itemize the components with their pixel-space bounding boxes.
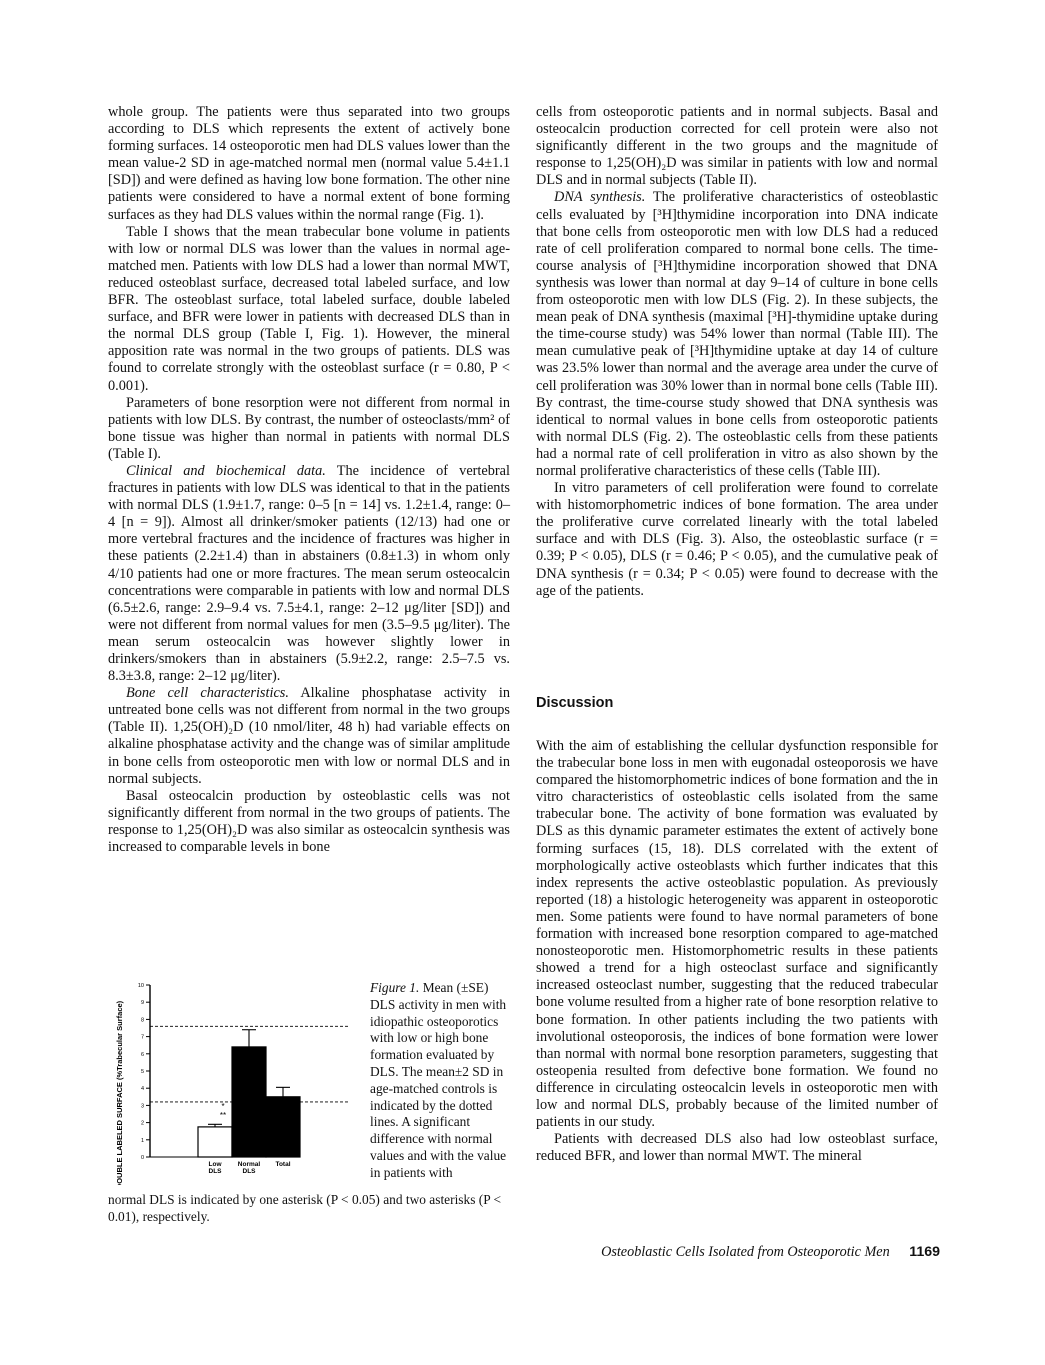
figure-caption-tail: normal DLS is indicated by one asterisk (P < 0.05) and two asterisks (P < 0.01), respectively.	[108, 1192, 502, 1224]
clinical-text: The incidence of vertebral fractures in patients with low DLS was identical to that in the patients with normal DLS (1.9±1.7, range: 0–5 [n = 14] vs. 1.2±1.4, range: 0–4 [n = 9]). Almost all drinker/smoker patients (12/13) had one or more vertebral fractures and the incidence of fractures was higher in these patients (2.2±1.4) than in abstainers (0.8±1.3) in whom only 4/10 patients had one or more fractures. The mean serum osteocalcin concentrations were comparable in patients with low and normal DLS (6.5±2.6, range: 2.9–9.4 vs. 7.5±4.1, range: 2–12 μg/liter [SD]) and were not different from normal values for men (3.5–9.5 μg/liter). The mean serum osteocalcin was however slightly lower in drinkers/smokers than in abstainers (5.9±2.2, range: 2.5–7.5 vs. 8.3±3.8, range: 2–12 μg/liter).	[108, 462, 510, 685]
x-tick-label: DLS	[242, 1168, 256, 1175]
bar	[266, 1097, 300, 1157]
x-tick-label: Low	[208, 1161, 222, 1168]
paragraph: Table I shows that the mean trabecular bone volume in patients with low or normal DLS was lower than the values in normal age-matched men. Patients with low DLS had a lower than normal MWT, reduced osteoblast surface, decreased total labeled surface, and low BFR. The osteoblast surface, total labeled surface, double labeled surface, and BFR were lower in patients with decreased DLS than in the normal DLS group (Table I, Fig. 1). However, the mineral apposition rate was normal in the two groups of patients. DLS was found to correlate strongly with the osteoblast surface (r = 0.80, P < 0.001).	[108, 223, 510, 394]
paragraph-bone-cell	[108, 685, 510, 788]
paragraph-clinical	[108, 463, 510, 685]
right-column	[536, 104, 938, 600]
subheading-dna: DNA synthesis.	[554, 189, 646, 206]
y-tick-label: 0	[140, 1155, 144, 1161]
x-tick-label: DLS	[208, 1168, 222, 1175]
y-tick-label: 7	[140, 1034, 144, 1041]
page-number: 1169	[909, 1244, 940, 1260]
y-tick-label: 6	[140, 1051, 144, 1058]
x-tick-label: Normal	[237, 1161, 261, 1168]
y-tick-label: 3	[140, 1103, 144, 1110]
y-tick-label: 4	[140, 1086, 144, 1093]
left-column	[108, 104, 510, 856]
figure-caption-label: Figure 1.	[370, 980, 420, 995]
y-tick-label: 2	[140, 1120, 144, 1127]
paragraph: whole group. The patients were thus separated into two groups according to DLS which represents the extent of actively bone forming surfaces. 14 osteoporotic men had DLS values lower than the mean value-2 SD in age-matched normal men (normal value 5.4±1.1 [SD]) and were defined as having low bone formation. The other nine patients were considered to have a normal extent of bone forming surfaces as they had DLS values within the normal range (Fig. 1).	[108, 104, 510, 223]
paragraph: Basal osteocalcin production by osteoblastic cells was not significantly different from normal in the two groups of patients. The response to 1,25(OH)₂D was also similar as osteocalcin synthesis was increased to comparable levels in bone	[108, 787, 510, 856]
figure-1	[108, 975, 358, 1185]
y-tick-label: 8	[140, 1017, 144, 1024]
bar	[198, 1127, 232, 1157]
bar	[232, 1047, 266, 1157]
dna-text: The proliferative characteristics of osteoblastic cells evaluated by [³H]thymidine incorporation into DNA indicate that bone cells from osteoporotic men with low DLS had a reduced rate of cell proliferation compared to normal bone cells. The time-course analysis of [³H]thymidine incorporation showed that DNA synthesis was lower than normal at day 9–14 of culture in bone cells from osteoporotic men with low DLS (Fig. 2). In these subjects, the mean peak of DNA synthesis (maximal [³H]-thymidine uptake during the time-course study) was 54% lower than normal (Table III). The mean cumulative peak of [³H]thymidine uptake at day 14 of culture was 23.5% lower than normal and the average area under the curve of cell proliferation was 30% lower than in normal bone cells (Table III). By contrast, the time-course study showed that DNA synthesis was identical to normal values in bone cells from osteoporotic patients with normal DLS (Fig. 2). The osteoblastic cells from these patients had a normal rate of cell proliferation in vitro as also shown by the normal proliferative characteristics of these cells (Table III).	[536, 189, 938, 479]
y-tick-label: 1	[140, 1137, 144, 1144]
paragraph-dna	[536, 189, 938, 480]
paragraph: cells from osteoporotic patients and in normal subjects. Basal and osteocalcin production corrected for cell protein were also not significantly different in the two groups and the magnitude of response to 1,25(OH)₂D was similar in patients with low and normal DLS and in normal subjects (Table II).	[536, 104, 938, 189]
significance-asterisk: **	[219, 1110, 227, 1120]
subheading-clinical: Clinical and biochemical data.	[126, 462, 326, 479]
paragraph: Patients with decreased DLS also had low osteoblast surface, reduced BFR, and lower than normal MWT. The mineral	[536, 1131, 938, 1165]
figure-caption	[370, 980, 508, 1182]
bar-chart	[108, 975, 358, 1185]
x-tick-label: Total	[275, 1161, 291, 1168]
y-tick-label: 5	[140, 1069, 144, 1075]
subheading-bone-cell: Bone cell characteristics.	[126, 685, 289, 702]
bone-cell-text: Alkaline phosphatase activity in untreated bone cells was not different from normal in the two groups (Table II). 1,25(OH)₂D (10 nmol/liter, 48 h) had variable effects on alkaline phosphatase activity and the change was of similar amplitude in bone cells from osteoporotic men with low or normal DLS and in normal subjects.	[108, 685, 510, 787]
y-axis-label: DOUBLE LABELED SURFACE (%Trabecular Surface)	[115, 1000, 124, 1185]
significance-asterisk: *	[221, 1101, 225, 1111]
y-tick-label: 10	[137, 983, 144, 989]
page-footer	[540, 1244, 940, 1261]
figure-caption-text: Mean (±SE) DLS activity in men with idiopathic osteoporotics with low or high bone formation evaluated by DLS. The mean±2 SD in age-matched controls is indicated by the dotted lines. A significant difference with normal values and with the value in patients with	[370, 980, 507, 1180]
y-tick-label: 9	[140, 1000, 144, 1007]
paragraph: Parameters of bone resorption were not different from normal in patients with low DLS. By contrast, the number of osteoclasts/mm² of bone tissue was higher than normal in patients with normal DLS (Table I).	[108, 394, 510, 462]
discussion-body	[536, 738, 938, 1165]
discussion-heading: Discussion	[536, 695, 614, 711]
paragraph: In vitro parameters of cell proliferation were found to correlate with histomorphometric indices of bone formation. The area under the proliferative curve correlated linearly with the total labeled surface and with DLS (Fig. 3). Also, the osteoblastic surface (r = 0.39; P < 0.05), DLS (r = 0.46; P < 0.05), and the cumulative peak of DNA synthesis (r = 0.34; P < 0.05) were found to decrease with the age of the patients.	[536, 480, 938, 599]
running-title: Osteoblastic Cells Isolated from Osteoporotic Men	[601, 1244, 890, 1260]
paragraph: With the aim of establishing the cellular dysfunction responsible for the trabecular bone loss in men with eugonadal osteoporosis we have compared the histomorphometric indices of bone formation and the in vitro characteristics of osteoblastic cells isolated from the same trabecular bone. The activity of bone formation was evaluated by DLS as this dynamic parameter estimates the extent of actively bone forming surfaces (15, 18). DLS correlated with the extent of morphologically active osteoblasts which further indicates that this index represents the active osteoblastic population. As previously reported (18) a histologic heterogeneity was apparent in osteoporotic men. Some patients were found to have normal parameters of bone formation with increased bone resorption compared to age-matched nonosteoporotic men. Histomorphometric results in these patients showed a trend for a high osteoclast surface and significantly increased osteoclast number, suggesting that the reduced trabecular bone volume resulted from a higher rate of bone resorption relative to bone formation. In other patients including the two patients with involutional osteoporosis, the indices of bone formation were lower than normal with normal bone resorption parameters, suggesting that osteopenia resulted from defective bone formation. We found no difference in circulating osteocalcin levels in osteoporotic men with low and normal DLS, probably because of the limited number of patients in our study.	[536, 738, 938, 1131]
